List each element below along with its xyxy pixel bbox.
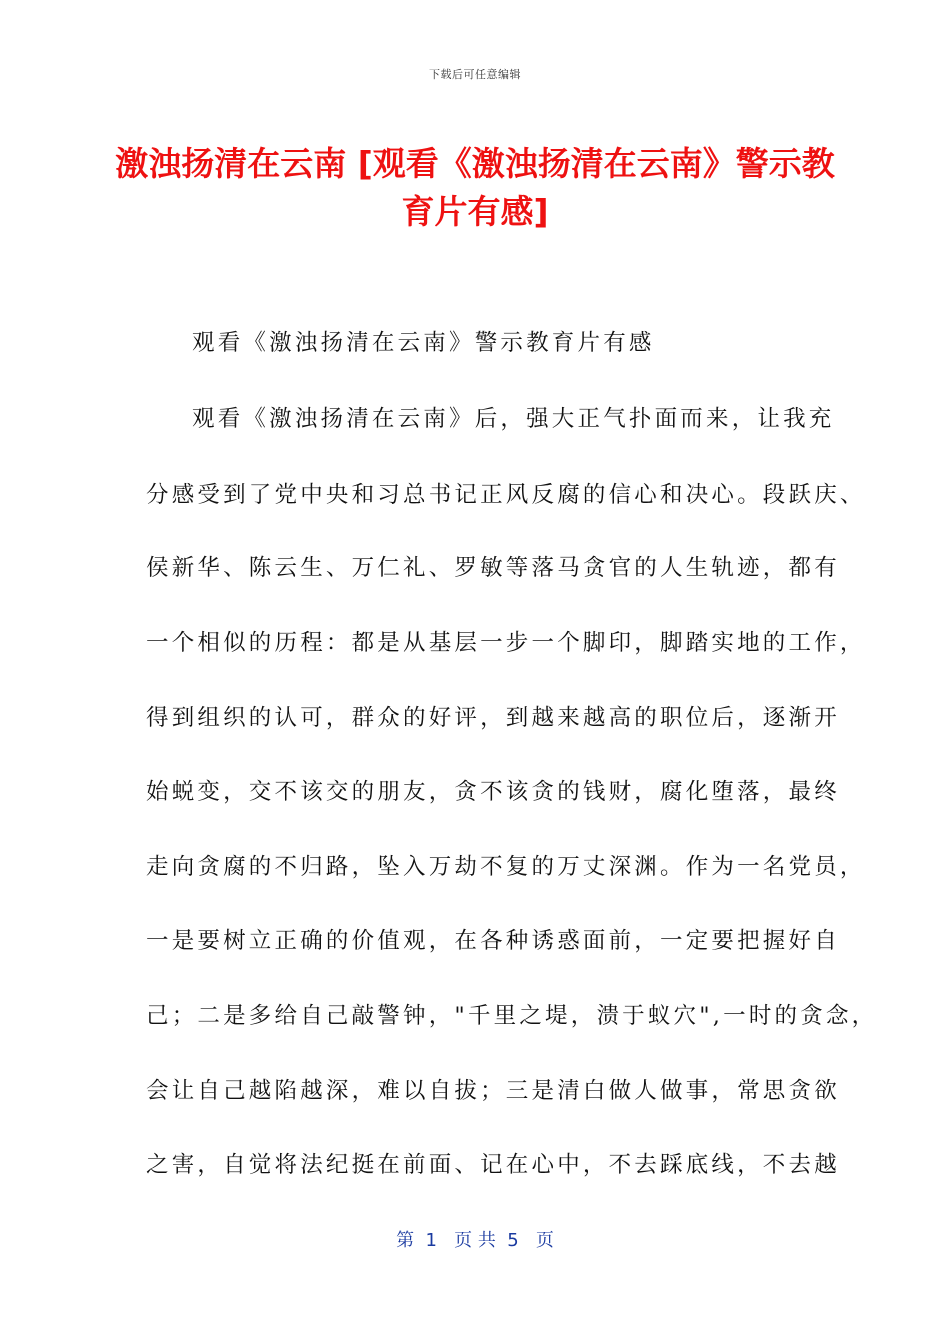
body-line: 分感受到了党中央和习总书记正风反腐的信心和决心。段跃庆、 xyxy=(146,482,866,508)
body-line: 得到组织的认可，群众的好评，到越来越高的职位后，逐渐开 xyxy=(146,705,840,731)
body-line: 侯新华、陈云生、万仁礼、罗敏等落马贪官的人生轨迹，都有 xyxy=(146,555,840,581)
page-number-footer: 第 1 页 共 5 页 xyxy=(396,1230,554,1251)
body-line: 会让自己越陷越深，难以自拔；三是清白做人做事，常思贪欲 xyxy=(146,1078,840,1104)
body-line: 之害，自觉将法纪挺在前面、记在心中，不去踩底线，不去越 xyxy=(146,1152,840,1178)
header-note: 下载后可任意编辑 xyxy=(429,68,521,81)
body-line: 一个相似的历程：都是从基层一步一个脚印，脚踏实地的工作， xyxy=(146,630,866,656)
body-line: 始蜕变，交不该交的朋友，贪不该贪的钱财，腐化堕落，最终 xyxy=(146,779,840,805)
body-line: 己；二是多给自己敲警钟，"千里之堤，溃于蚁穴",一时的贪念， xyxy=(146,1003,878,1029)
document-subtitle: 观看《激浊扬清在云南》警示教育片有感 xyxy=(192,330,655,356)
body-line: 走向贪腐的不归路，坠入万劫不复的万丈深渊。作为一名党员， xyxy=(146,854,866,880)
body-line: 一是要树立正确的价值观，在各种诱惑面前，一定要把握好自 xyxy=(146,928,840,954)
body-line: 观看《激浊扬清在云南》后，强大正气扑面而来，让我充 xyxy=(192,406,835,432)
document-title: 激浊扬清在云南 [观看《激浊扬清在云南》警示教育片有感] xyxy=(115,144,835,231)
